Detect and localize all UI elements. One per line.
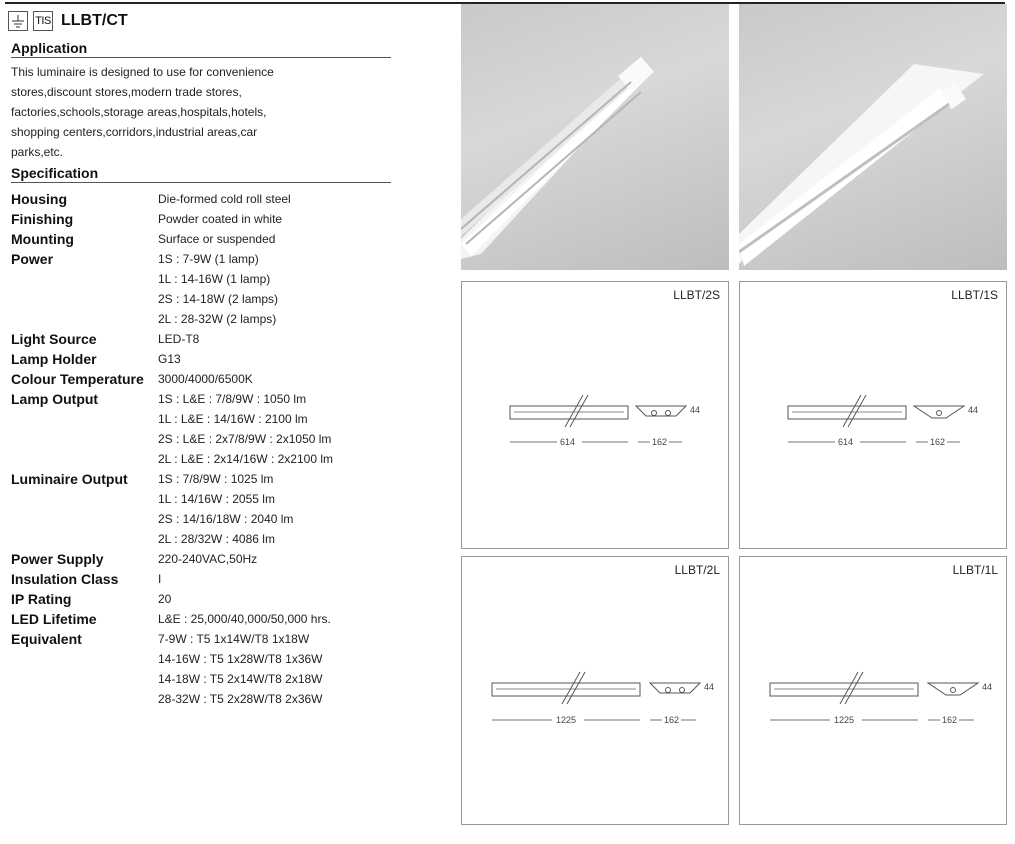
spec-row <box>11 469 411 549</box>
spec-value: G13 <box>158 352 181 366</box>
drawing-code: LLBT/2L <box>674 563 720 577</box>
spec-row <box>11 249 411 329</box>
spec-row <box>11 369 411 389</box>
spec-values <box>158 469 293 549</box>
drawing-code: LLBT/2S <box>673 288 720 302</box>
drawing-code: LLBT/1S <box>951 288 998 302</box>
drawing-panel-llbt-2l <box>461 556 729 825</box>
spec-label: Power <box>11 251 54 267</box>
spec-value: 7-9W : T5 1x14W/T8 1x18W <box>158 632 310 646</box>
height-dim-label: 44 <box>968 405 979 415</box>
spec-values <box>158 189 291 209</box>
spec-row <box>11 549 411 569</box>
spec-value: L&E : 25,000/40,000/50,000 hrs. <box>158 612 331 626</box>
spec-value: 1S : L&E : 7/8/9W : 1050 lm <box>158 392 307 406</box>
spec-label: Finishing <box>11 211 74 227</box>
spec-values <box>158 629 323 709</box>
spec-values <box>158 349 181 369</box>
spec-row <box>11 609 411 629</box>
spec-value: 14-16W : T5 1x28W/T8 1x36W <box>158 652 323 666</box>
height-dim-label: 44 <box>704 682 715 692</box>
spec-values <box>158 329 199 349</box>
drawing-code: LLBT/1L <box>952 563 998 577</box>
dimension-drawing <box>462 557 730 826</box>
length-dim-label: 614 <box>838 437 854 447</box>
application-line: shopping centers,corridors,industrial areas,car <box>11 125 258 139</box>
application-line: parks,etc. <box>11 145 64 159</box>
spec-row <box>11 329 411 349</box>
spec-values <box>158 609 331 629</box>
length-dim-label: 614 <box>560 437 576 447</box>
application-line: This luminaire is designed to use for convenience <box>11 65 274 79</box>
spec-value: 1S : 7-9W (1 lamp) <box>158 252 259 266</box>
spec-values <box>158 229 275 249</box>
length-dim-label: 1225 <box>834 715 855 725</box>
spec-value: 2L : L&E : 2x14/16W : 2x2100 lm <box>158 452 333 466</box>
spec-values <box>158 569 161 589</box>
earth-ground-icon <box>8 11 28 31</box>
spec-value: Powder coated in white <box>158 212 283 226</box>
spec-values <box>158 589 171 609</box>
spec-value: 1S : 7/8/9W : 1025 lm <box>158 472 274 486</box>
tis-mark: TIS <box>33 11 53 31</box>
drawing-panel-llbt-2s <box>461 281 729 549</box>
drawing-panel-llbt-1l <box>739 556 1007 825</box>
spec-label: Light Source <box>11 331 97 347</box>
spec-label: Lamp Output <box>11 391 99 407</box>
spec-row <box>11 229 411 249</box>
spec-label: Colour Temperature <box>11 371 144 387</box>
spec-label: Mounting <box>11 231 74 247</box>
spec-values <box>158 549 257 569</box>
spec-value: 28-32W : T5 2x28W/T8 2x36W <box>158 692 323 706</box>
product-photo-2-lamp <box>461 4 729 270</box>
application-heading: Application <box>11 40 391 58</box>
spec-table <box>11 189 411 709</box>
width-dim-label: 162 <box>930 437 946 447</box>
application-line: factories,schools,storage areas,hospitals,hotels, <box>11 105 267 119</box>
drawing-panel-llbt-1s <box>739 281 1007 549</box>
spec-value: 2S : 14-18W (2 lamps) <box>158 292 279 306</box>
dimension-drawing <box>740 282 1008 550</box>
spec-value: Die-formed cold roll steel <box>158 192 291 206</box>
spec-row <box>11 349 411 369</box>
spec-row <box>11 589 411 609</box>
spec-label: Luminaire Output <box>11 471 128 487</box>
spec-label: Housing <box>11 191 67 207</box>
spec-label: Power Supply <box>11 551 104 567</box>
spec-value: 220-240VAC,50Hz <box>158 552 258 566</box>
spec-value: 1L : L&E : 14/16W : 2100 lm <box>158 412 308 426</box>
spec-row <box>11 189 411 209</box>
spec-value: Surface or suspended <box>158 232 276 246</box>
application-line: stores,discount stores,modern trade stores, <box>11 85 242 99</box>
width-dim-label: 162 <box>652 437 668 447</box>
spec-label: IP Rating <box>11 591 72 607</box>
spec-row <box>11 569 411 589</box>
spec-value: LED-T8 <box>158 332 200 346</box>
height-dim-label: 44 <box>982 682 993 692</box>
spec-label: Insulation Class <box>11 571 119 587</box>
spec-values <box>158 209 282 229</box>
product-header <box>8 9 128 33</box>
spec-row <box>11 209 411 229</box>
spec-value: 20 <box>158 592 172 606</box>
spec-value: 2L : 28/32W : 4086 lm <box>158 532 275 546</box>
spec-values <box>158 389 333 469</box>
spec-label: Equivalent <box>11 631 82 647</box>
dimension-drawing <box>740 557 1008 826</box>
length-dim-label: 1225 <box>556 715 577 725</box>
spec-row <box>11 389 411 469</box>
height-dim-label: 44 <box>690 405 701 415</box>
specification-heading: Specification <box>11 165 391 183</box>
spec-value: 14-18W : T5 2x14W/T8 2x18W <box>158 672 323 686</box>
product-title: LLBT/CT <box>61 12 128 29</box>
spec-label: Lamp Holder <box>11 351 97 367</box>
spec-row <box>11 629 411 709</box>
spec-value: 2S : 14/16/18W : 2040 lm <box>158 512 294 526</box>
spec-value: 3000/4000/6500K <box>158 372 253 386</box>
dimension-drawing <box>462 282 730 550</box>
spec-value: 1L : 14-16W (1 lamp) <box>158 272 271 286</box>
spec-values <box>158 369 253 389</box>
spec-value: 2L : 28-32W (2 lamps) <box>158 312 277 326</box>
spec-value: 1L : 14/16W : 2055 lm <box>158 492 275 506</box>
spec-value: 2S : L&E : 2x7/8/9W : 2x1050 lm <box>158 432 332 446</box>
spec-value: I <box>158 572 162 586</box>
spec-label: LED Lifetime <box>11 611 97 627</box>
spec-values <box>158 249 278 329</box>
application-text <box>11 62 311 162</box>
width-dim-label: 162 <box>664 715 680 725</box>
width-dim-label: 162 <box>942 715 958 725</box>
product-photo-1-lamp <box>739 4 1007 270</box>
